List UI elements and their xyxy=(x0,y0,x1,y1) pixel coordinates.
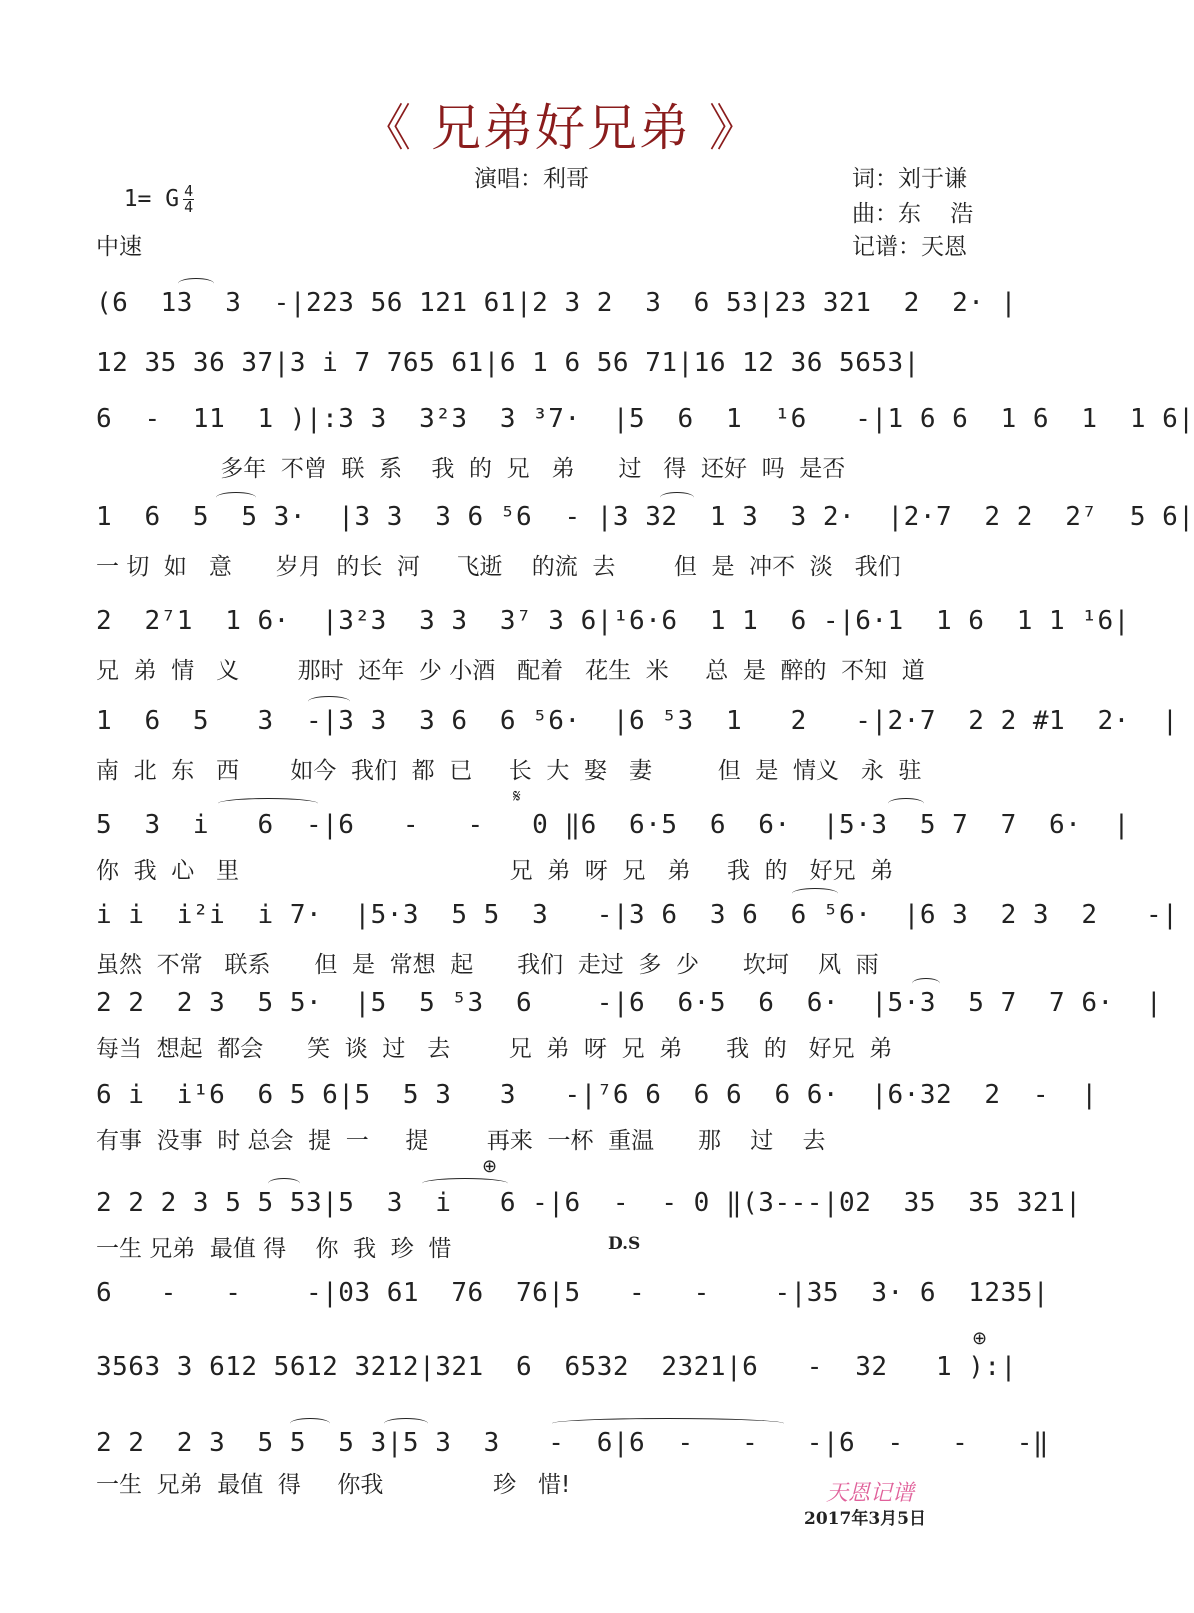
slur xyxy=(660,492,694,503)
notation-line-1: (6 13 3 -|223 56 121 61|2 3 2 3 6 53|23 321 2 2· | xyxy=(96,288,1017,318)
key-label: 1= G xyxy=(123,186,180,212)
lyric-line-9: 每当 想起 都会 笑 谈 过 去 兄 弟 呀 兄 弟 我 的 好兄 弟 xyxy=(96,1036,893,1062)
slur xyxy=(888,798,924,809)
key-signature xyxy=(96,158,194,215)
notation-line-3: 6 - 11 1 )|:3 3 3²3 3 ³7· |5 6 1 ¹6 -|1 6 6 1 6 1 1 6| xyxy=(96,404,1194,434)
lyric-line-7: 你 我 心 里 兄 弟 呀 兄 弟 我 的 好兄 弟 xyxy=(96,858,894,884)
lyric-line-6: 南 北 东 西 如今 我们 都 已 长 大 娶 妻 但 是 情义 永 驻 xyxy=(96,758,922,784)
composer-credit: 曲：东 浩 xyxy=(852,201,974,227)
lyric-line-4: 一 切 如 意 岁月 的长 河 飞逝 的流 去 但 是 冲不 淡 我们 xyxy=(96,554,901,580)
ds-marking: D.S xyxy=(608,1234,641,1254)
lyric-line-8: 虽然 不常 联系 但 是 常想 起 我们 走过 多 少 坎坷 风 雨 xyxy=(96,952,879,978)
slur xyxy=(308,696,350,707)
notation-line-10: 6 i i¹6 6 5 6|5 5 3 3 -|⁷6 6 6 6 6 6· |6·32 2 - | xyxy=(96,1080,1098,1110)
notation-line-7: 5 3 i 6 -|6 - - 0 ‖6 6·5 6 6· |5·3 5 7 7 6· | xyxy=(96,810,1130,840)
notation-line-6: 1 6 5 3 -|3 3 3 6 6 ⁵6· |6 ⁵3 1 2 -|2·7 2 2 #1 2· | xyxy=(96,706,1179,736)
notation-line-14: 2 2 2 3 5 5 5 3|5 3 3 - 6|6 - - -|6 - - -‖ xyxy=(96,1428,1050,1458)
coda-sign: ⊕ xyxy=(972,1328,988,1349)
coda-sign: ⊕ xyxy=(482,1156,498,1177)
slur xyxy=(792,888,838,899)
notation-line-5: 2 2⁷1 1 6· |3²3 3 3 3⁷ 3 6|¹6·6 1 1 6 -|6·1 1 6 1 1 ¹6| xyxy=(96,606,1130,636)
transcriber-credit: 记谱：天恩 xyxy=(852,234,967,260)
transcriber-stamp: 天恩记谱 xyxy=(826,1481,915,1506)
singer-credit: 演唱：利哥 xyxy=(474,166,589,192)
tempo-marking: 中速 xyxy=(96,234,142,260)
time-numerator: 4 xyxy=(184,182,194,200)
lyricist-credit: 词：刘于谦 xyxy=(852,166,967,192)
transcription-date: 2017年3月5日 xyxy=(804,1509,926,1529)
notation-line-4: 1 6 5 5 3· |3 3 3 6 ⁵6 - |3 32 1 3 3 2· |2·7 2 2 2⁷ 5 6| xyxy=(96,502,1194,532)
tie xyxy=(218,798,318,809)
slur xyxy=(290,1418,330,1429)
lyric-line-5: 兄 弟 情 义 那时 还年 少 小酒 配着 花生 米 总 是 醉的 不知 道 xyxy=(96,658,925,684)
notation-line-8: i i i²i i 7· |5·3 5 5 3 -|3 6 3 6 6 ⁵6· |6 3 2 3 2 -| xyxy=(96,900,1179,930)
slur xyxy=(384,1418,428,1429)
notation-line-13: 3563 3 612 5612 3212|321 6 6532 2321|6 - 32 1 ):| xyxy=(96,1352,1017,1382)
time-signature xyxy=(183,184,194,215)
tie xyxy=(422,1178,508,1189)
song-title: 《 兄弟好兄弟 》 xyxy=(361,99,761,157)
tie xyxy=(552,1418,784,1429)
slur xyxy=(216,492,256,503)
lyric-line-14: 一生 兄弟 最值 得 你我 珍 惜! xyxy=(96,1472,571,1498)
slur xyxy=(912,978,940,989)
notation-line-11: 2 2 2 3 5 5 53|5 3 i 6 -|6 - - 0 ‖(3---|02 35 35 321| xyxy=(96,1188,1082,1218)
lyric-line-11: 一生 兄弟 最值 得 你 我 珍 惜 xyxy=(96,1236,452,1262)
notation-line-9: 2 2 2 3 5 5· |5 5 ⁵3 6 -|6 6·5 6 6· |5·3 5 7 7 6· | xyxy=(96,988,1163,1018)
lyric-line-10: 有事 没事 时 总会 提 一 提 再来 一杯 重温 那 过 去 xyxy=(96,1128,826,1154)
notation-line-2: 12 35 36 37|3 i 7 765 61|6 1 6 56 71|16 12 36 5653| xyxy=(96,348,920,378)
notation-line-12: 6 - - -|03 61 76 76|5 - - -|35 3· 6 1235| xyxy=(96,1278,1050,1308)
lyric-line-3: 多年 不曾 联 系 我 的 兄 弟 过 得 还好 吗 是否 xyxy=(96,456,846,482)
segno-sign: 𝄋 xyxy=(513,786,521,807)
slur xyxy=(268,1178,300,1189)
time-denominator: 4 xyxy=(184,198,194,216)
slur xyxy=(178,278,214,289)
